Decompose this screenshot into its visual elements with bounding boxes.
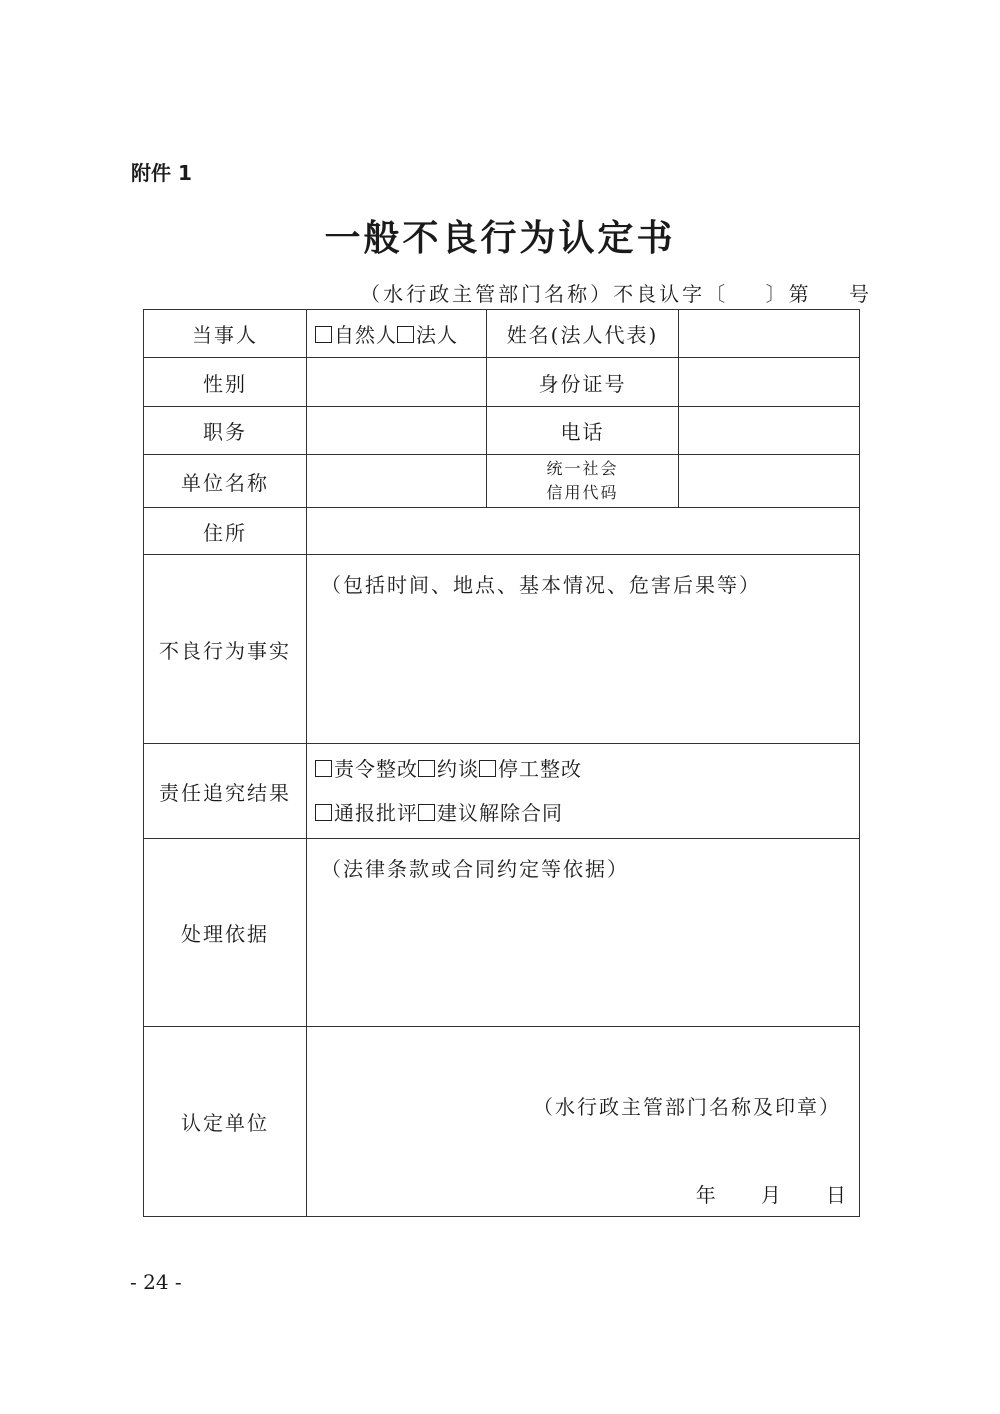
form-row-gender xyxy=(144,358,860,407)
confirm-unit-field[interactable] xyxy=(307,1027,860,1217)
basis-field[interactable] xyxy=(307,839,860,1027)
party-type-cell xyxy=(307,310,487,358)
party-label: 当事人 xyxy=(144,310,307,358)
interview-label: 约谈 xyxy=(437,757,479,781)
credit-code-label xyxy=(487,455,679,508)
rectify-order-checkbox[interactable] xyxy=(315,760,332,777)
confirm-unit-label: 认定单位 xyxy=(144,1027,307,1217)
position-field[interactable] xyxy=(307,407,487,455)
basis-hint: （法律条款或合同约定等依据） xyxy=(321,857,629,881)
form-row-address xyxy=(144,508,860,555)
basis-label: 处理依据 xyxy=(144,839,307,1027)
credit-code-label-line2: 信用代码 xyxy=(546,483,619,502)
document-number: （水行政主管部门名称）不良认字〔 〕第 号 xyxy=(360,282,872,306)
form-row-facts xyxy=(144,555,860,744)
form-row-unit xyxy=(144,455,860,508)
phone-field[interactable] xyxy=(679,407,860,455)
natural-person-label: 自然人 xyxy=(334,323,397,347)
form-row-party xyxy=(144,310,860,358)
terminate-contract-label: 建议解除合同 xyxy=(437,801,563,825)
credit-code-label-line1: 统一社会 xyxy=(546,459,619,478)
facts-field[interactable] xyxy=(307,555,860,744)
result-options-line2 xyxy=(315,791,859,835)
gender-field[interactable] xyxy=(307,358,487,407)
credit-code-field[interactable] xyxy=(679,455,860,508)
seal-area xyxy=(307,1028,859,1216)
gender-label: 性别 xyxy=(144,358,307,407)
position-label: 职务 xyxy=(144,407,307,455)
suspend-work-label: 停工整改 xyxy=(498,757,582,781)
natural-person-checkbox[interactable] xyxy=(315,326,332,343)
determination-form xyxy=(143,309,860,1217)
legal-person-label: 法人 xyxy=(416,323,458,347)
public-criticism-label: 通报批评 xyxy=(334,801,418,825)
result-label: 责任追究结果 xyxy=(144,744,307,839)
suspend-work-checkbox[interactable] xyxy=(479,760,496,777)
date-line: 年 月 日 xyxy=(695,1182,847,1207)
facts-hint: （包括时间、地点、基本情况、危害后果等） xyxy=(321,573,761,597)
form-row-confirm-unit xyxy=(144,1027,860,1217)
result-options-line1 xyxy=(315,747,859,791)
unit-name-label: 单位名称 xyxy=(144,455,307,508)
form-row-result xyxy=(144,744,860,839)
seal-hint: （水行政主管部门名称及印章） xyxy=(533,1094,841,1119)
phone-label: 电话 xyxy=(487,407,679,455)
address-field[interactable] xyxy=(307,508,860,555)
id-number-label: 身份证号 xyxy=(487,358,679,407)
facts-label: 不良行为事实 xyxy=(144,555,307,744)
rectify-order-label: 责令整改 xyxy=(334,757,418,781)
form-row-basis xyxy=(144,839,860,1027)
unit-name-field[interactable] xyxy=(307,455,487,508)
public-criticism-checkbox[interactable] xyxy=(315,804,332,821)
legal-person-checkbox[interactable] xyxy=(397,326,414,343)
document-title: 一般不良行为认定书 xyxy=(324,218,676,259)
form-row-position xyxy=(144,407,860,455)
result-options xyxy=(307,744,860,839)
attachment-label: 附件 1 xyxy=(131,161,192,185)
id-number-field[interactable] xyxy=(679,358,860,407)
name-field[interactable] xyxy=(679,310,860,358)
interview-checkbox[interactable] xyxy=(418,760,435,777)
address-label: 住所 xyxy=(144,508,307,555)
name-label: 姓名(法人代表) xyxy=(487,310,679,358)
terminate-contract-checkbox[interactable] xyxy=(418,804,435,821)
page-number: - 24 - xyxy=(130,1270,182,1294)
